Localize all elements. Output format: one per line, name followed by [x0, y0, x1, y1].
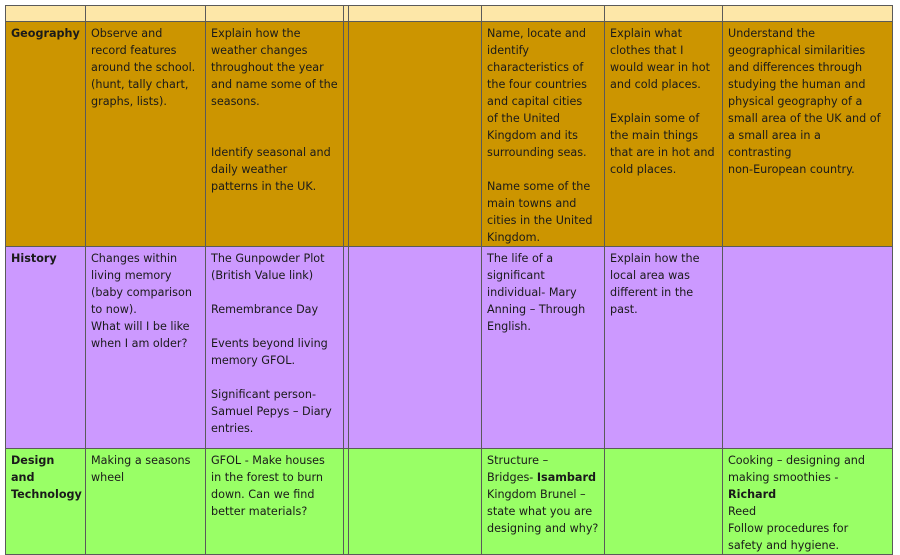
cell-line: of the United: [487, 112, 561, 125]
cell-line: (British Value link): [211, 269, 314, 282]
cell-line: record features: [91, 44, 177, 57]
cell-line: non-European country.: [728, 163, 855, 176]
cell-line: Structure –: [487, 454, 549, 467]
geography-cell-6: [723, 22, 893, 247]
blank-line: [211, 127, 338, 144]
dt-cell-3: [349, 449, 482, 555]
cell-line: What will I be like: [91, 320, 190, 333]
cell-line: Kingdom.: [487, 231, 541, 244]
geography-cell-3: [349, 22, 482, 247]
cell-line: Changes within: [91, 252, 178, 265]
cell-line: Explain how the: [610, 252, 700, 265]
subject-geography: Geography: [6, 22, 86, 247]
dt-cell-4: [482, 449, 605, 555]
geography-cell-1: [86, 22, 206, 247]
geography-cell-4: [482, 22, 605, 247]
cell-line: Cooking – designing and: [728, 454, 866, 467]
cell-line: physical geography of a: [728, 95, 863, 108]
cell-line: (baby comparison: [91, 286, 192, 299]
blank-line: [487, 161, 599, 178]
cell-line: to now).: [91, 303, 137, 316]
subject-line: Technology: [11, 488, 82, 501]
cell-line: Understand the: [728, 27, 816, 40]
subject-design-technology: [6, 449, 86, 555]
dt-cell-5: [605, 449, 723, 555]
cell-line: The Gunpowder Plot: [211, 252, 325, 265]
blank-line: [211, 369, 338, 386]
header-cell: [482, 6, 605, 22]
cell-line: [487, 469, 599, 486]
cell-line: the four countries: [487, 78, 587, 91]
cell-line: Samuel Pepys – Diary: [211, 405, 332, 418]
cell-line: state what you are: [487, 505, 593, 518]
cell-line: a small area in a contrasting: [728, 129, 825, 159]
subject-history: History: [6, 247, 86, 449]
history-row: [6, 247, 893, 449]
cell-line: different in the: [610, 286, 694, 299]
cell-line: memory GFOL.: [211, 354, 295, 367]
cell-line: past.: [610, 303, 638, 316]
cell-line: (hunt, tally chart,: [91, 78, 189, 91]
cell-line: and name some of the: [211, 78, 338, 91]
cell-line: local area was: [610, 269, 690, 282]
cell-line: would wear in hot: [610, 61, 710, 74]
blank-line: [211, 284, 338, 301]
cell-line: significant: [487, 269, 545, 282]
geography-row: [6, 22, 893, 247]
header-cell: [206, 6, 344, 22]
cell-line: Events beyond living: [211, 337, 328, 350]
blank-line: [610, 93, 717, 110]
cell-line: Remembrance Day: [211, 303, 319, 316]
cell-line: when I am older?: [91, 337, 188, 350]
dt-cell-6: [723, 449, 893, 555]
cell-line: Follow procedures for: [728, 522, 849, 535]
cell-line: small area of the UK and of: [728, 112, 881, 125]
cell-line: geographical similarities: [728, 44, 866, 57]
cell-line: cities in the United: [487, 214, 593, 227]
cell-line: wheel: [91, 471, 125, 484]
cell-line: Anning – Through: [487, 303, 586, 316]
header-cell: [86, 6, 206, 22]
cell-bold-line: Kingdom Brunel –: [487, 488, 586, 501]
cell-line: English.: [487, 320, 531, 333]
header-cell: [605, 6, 723, 22]
cell-line: Kingdom and its: [487, 129, 578, 142]
cell-line: and capital cities: [487, 95, 583, 108]
cell-line: studying the human and: [728, 78, 866, 91]
cell-line: down. Can we find: [211, 488, 315, 501]
cell-line: [728, 469, 887, 503]
cell-line: graphs, lists).: [91, 95, 167, 108]
cell-bold-text: Isambard: [536, 471, 597, 484]
cell-line: Explain how the: [211, 27, 301, 40]
dt-cell-1: [86, 449, 206, 555]
cell-line: clothes that I: [610, 44, 684, 57]
cell-line: designing and why?: [487, 522, 599, 535]
cell-line: surrounding seas.: [487, 146, 587, 159]
cell-line: Name some of the: [487, 180, 591, 193]
geography-cell-5: [605, 22, 723, 247]
cell-line: patterns in the UK.: [211, 180, 317, 193]
cell-line: and differences through: [728, 61, 863, 74]
cell-bold-line: Reed: [728, 505, 757, 518]
cell-text: making smoothies -: [728, 471, 842, 484]
history-cell-6: [723, 247, 893, 449]
cell-line: better materials?: [211, 505, 308, 518]
design-technology-row: [6, 449, 893, 555]
header-row: [6, 6, 893, 22]
cell-line: Name, locate and: [487, 27, 586, 40]
cell-line: the main things: [610, 129, 699, 142]
history-cell-5: [605, 247, 723, 449]
cell-line: daily weather: [211, 163, 288, 176]
blank-line: [211, 318, 338, 335]
curriculum-table: [5, 5, 893, 555]
cell-line: safety and hygiene.: [728, 539, 840, 552]
cell-line: Explain what: [610, 27, 682, 40]
cell-line: Identify seasonal and: [211, 146, 331, 159]
cell-line: seasons.: [211, 95, 260, 108]
blank-line: [211, 110, 338, 127]
cell-line: throughout the year: [211, 61, 324, 74]
geography-cell-2: [206, 22, 344, 247]
cell-line: that are in hot and: [610, 146, 715, 159]
header-cell: [349, 6, 482, 22]
cell-line: and cold places.: [610, 78, 701, 91]
cell-text: Bridges-: [487, 471, 537, 484]
cell-line: in the forest to burn: [211, 471, 323, 484]
cell-line: living memory: [91, 269, 172, 282]
history-cell-1: [86, 247, 206, 449]
cell-line: weather changes: [211, 44, 308, 57]
cell-line: Observe and: [91, 27, 163, 40]
cell-line: identify: [487, 44, 530, 57]
cell-line: cold places.: [610, 163, 677, 176]
cell-line: GFOL - Make houses: [211, 454, 325, 467]
cell-line: Explain some of: [610, 112, 700, 125]
cell-line: Significant person-: [211, 388, 316, 401]
history-cell-2: [206, 247, 344, 449]
cell-line: individual- Mary: [487, 286, 577, 299]
cell-line: main towns and: [487, 197, 577, 210]
cell-line: characteristics of: [487, 61, 584, 74]
header-cell: [723, 6, 893, 22]
history-cell-4: [482, 247, 605, 449]
cell-line: Making a seasons: [91, 454, 191, 467]
cell-bold-text: Richard: [728, 488, 777, 501]
cell-line: around the school.: [91, 61, 196, 74]
cell-line: entries.: [211, 422, 254, 435]
header-cell: [6, 6, 86, 22]
subject-line: Design and: [11, 454, 59, 484]
dt-cell-2: [206, 449, 344, 555]
history-cell-3: [349, 247, 482, 449]
cell-line: The life of a: [487, 252, 554, 265]
